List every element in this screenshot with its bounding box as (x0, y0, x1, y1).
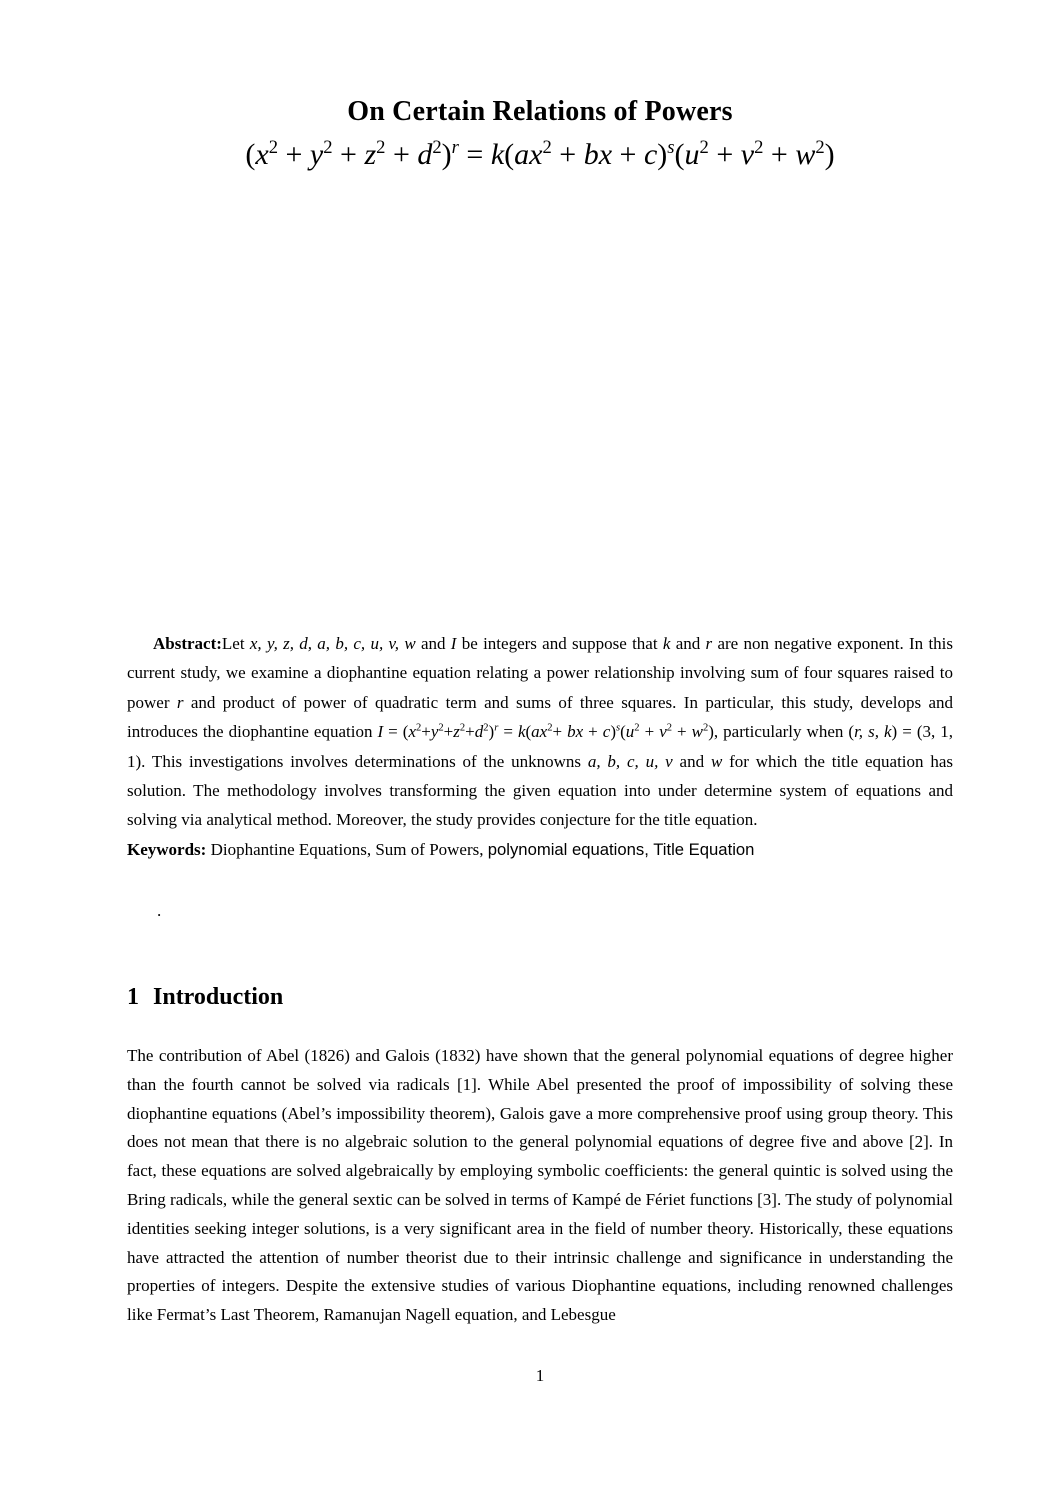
title-equation: $(x^2 + y^2 + z^2 + d^2)^r = k(ax^2$ + bx + $c)^s(u^2 + v^2 + w^2)$ (245, 137, 835, 171)
section-heading (127, 984, 283, 1011)
abstract-block (127, 629, 953, 864)
introduction-paragraph: The contribution of Abel (1826) and Galois (1832) have shown that the general polynomial equations of degree higher than the fourth cannot be solved via radicals [1]. While Abel presented the proof of impossibility of solving these diophantine equations (Abel’s impossibility theorem), Galois gave a more comprehensive proof using group theory. This does not mean that there is no algebraic solution to the general polynomial equations of degree five and above [2]. In fact, these equations are solved algebraically by employing symbolic coefficients: the general quintic is solved using the Bring radicals, while the general sextic can be solved in terms of Kampé de Fériet functions [3]. The study of polynomial identities seeking integer solutions, is a very significant area in the field of number theory. Historically, these equations have attracted the attention of number theorist due to their intrinsic challenge and significance in understanding the properties of integers. Despite the extensive studies of various Diophantine equations, including renowned challenges like Fermat’s Last Theorem, Ramanujan Nagell equation, and Lebesgue (127, 1046, 953, 1325)
abstract-paragraph: Abstract:Let x, y, z, d, a, b, c, u, v, w and I be integers and suppose that k and r are non negative exponent. In this current study, we examine a diophantine equation relating a power relationship involving sum of four squares raised to power r and product of power of quadratic term and sums of three squares. In particular, this study, develops and introduces the diophantine equation $I = (x^2+y^2+z^2+d^2)^r = k(ax^2+$ bx + $c)^s(u^2 + v^2 + w^2)$, particularly when (r, s, k) = (3, 1, 1). This investigations involves determinations of the unknowns a, b, c, u, v and w for which the title equation has solution. The methodology involves transforming the given equation into under determine system of equations and solving via analytical method. Moreover, the study provides conjecture for the title equation. (127, 634, 954, 830)
section-number: 1 (127, 984, 139, 1010)
page-number: 1 (535, 1366, 545, 1385)
paper-title: On Certain Relations of Powers (347, 96, 733, 127)
keywords-line: Keywords: Diophantine Equations, Sum of Powers, polynomial equations, Title Equation (127, 839, 755, 859)
stray-period: . (157, 901, 162, 920)
section-title: Introduction (153, 984, 284, 1010)
